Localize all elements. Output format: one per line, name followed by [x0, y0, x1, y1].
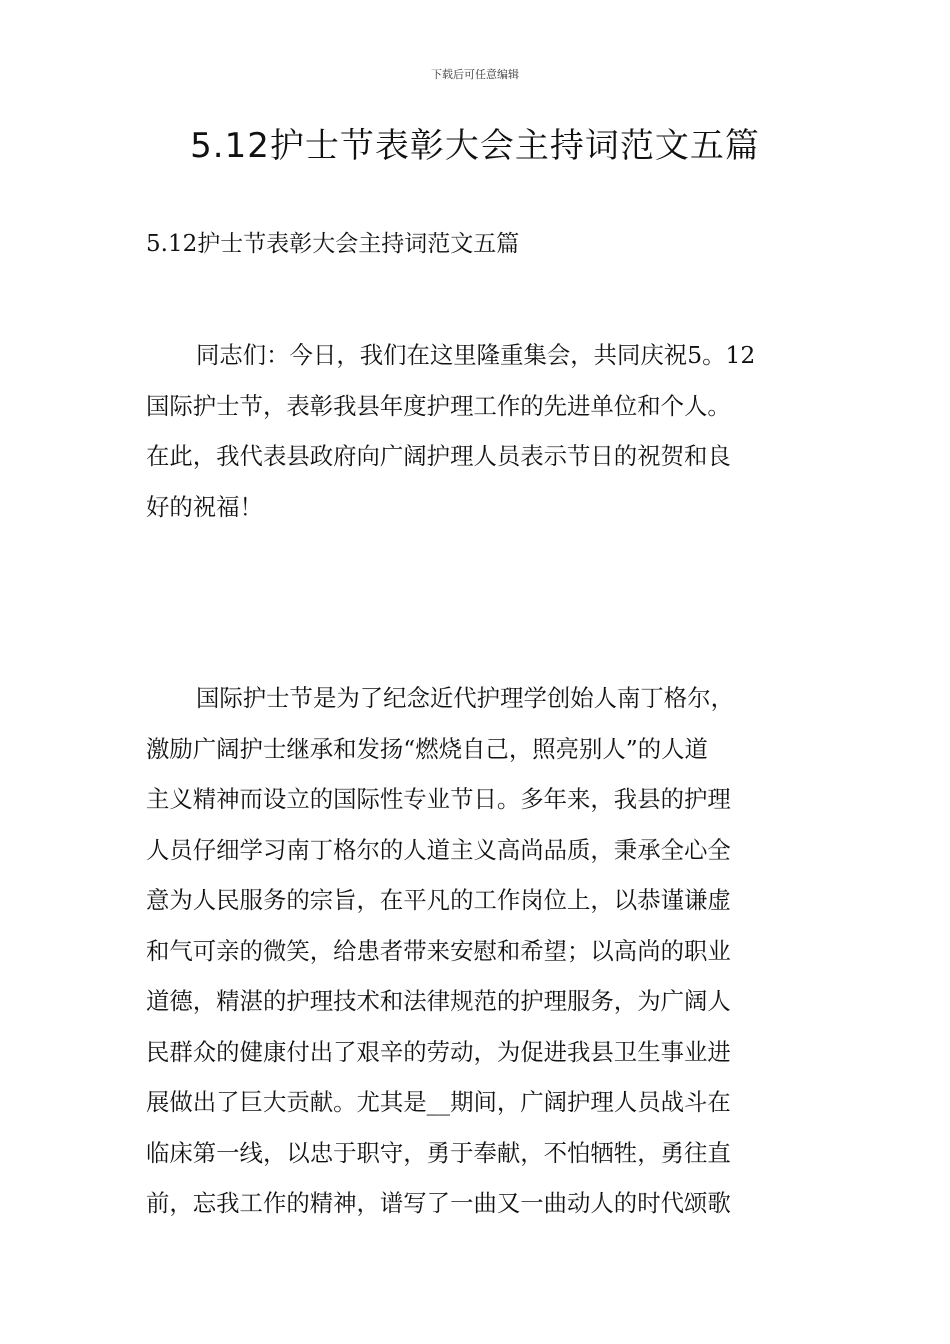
document-title: 5.12护士节表彰大会主持词范文五篇 — [190, 126, 760, 166]
document-subtitle: 5.12护士节表彰大会主持词范文五篇 — [146, 231, 520, 257]
paragraph-line: 同志们：今日，我们在这里隆重集会，共同庆祝5。12 — [196, 341, 756, 369]
paragraph-line: 人员仔细学习南丁格尔的人道主义高尚品质，秉承全心全 — [146, 835, 731, 864]
paragraph-line: 临床第一线，以忠于职守，勇于奉献，不怕牺牲，勇往直 — [146, 1138, 731, 1167]
paragraph-line: 国际护士节，表彰我县年度护理工作的先进单位和个人。 — [146, 391, 731, 420]
paragraph-nurses-day — [146, 673, 810, 1229]
paragraph-line: 民群众的健康付出了艰辛的劳动，为促进我县卫生事业进 — [146, 1037, 731, 1066]
paragraph-greeting — [146, 330, 810, 532]
paragraph-line: 国际护士节是为了纪念近代护理学创始人南丁格尔， — [196, 684, 734, 712]
paragraph-line: 主义精神而设立的国际性专业节日。多年来，我县的护理 — [146, 785, 731, 813]
paragraph-line: 意为人民服务的宗旨，在平凡的工作岗位上，以恭谨谦虚 — [146, 886, 731, 914]
paragraph-line: 展做出了巨大贡献。尤其是__期间，广阔护理人员战斗在 — [146, 1088, 731, 1116]
header-note: 下载后可任意编辑 — [431, 68, 519, 81]
paragraph-line: 激励广阔护士继承和发扬“燃烧自己，照亮别人”的人道 — [146, 734, 708, 763]
paragraph-line: 在此，我代表县政府向广阔护理人员表示节日的祝贺和良 — [146, 442, 731, 470]
paragraph-line: 好的祝福！ — [146, 492, 263, 521]
paragraph-line: 和气可亲的微笑，给患者带来安慰和希望；以高尚的职业 — [146, 936, 731, 965]
paragraph-line: 前，忘我工作的精神，谱写了一曲又一曲动人的时代颂歌 — [146, 1189, 731, 1217]
paragraph-line: 道德，精湛的护理技术和法律规范的护理服务，为广阔人 — [146, 987, 731, 1015]
